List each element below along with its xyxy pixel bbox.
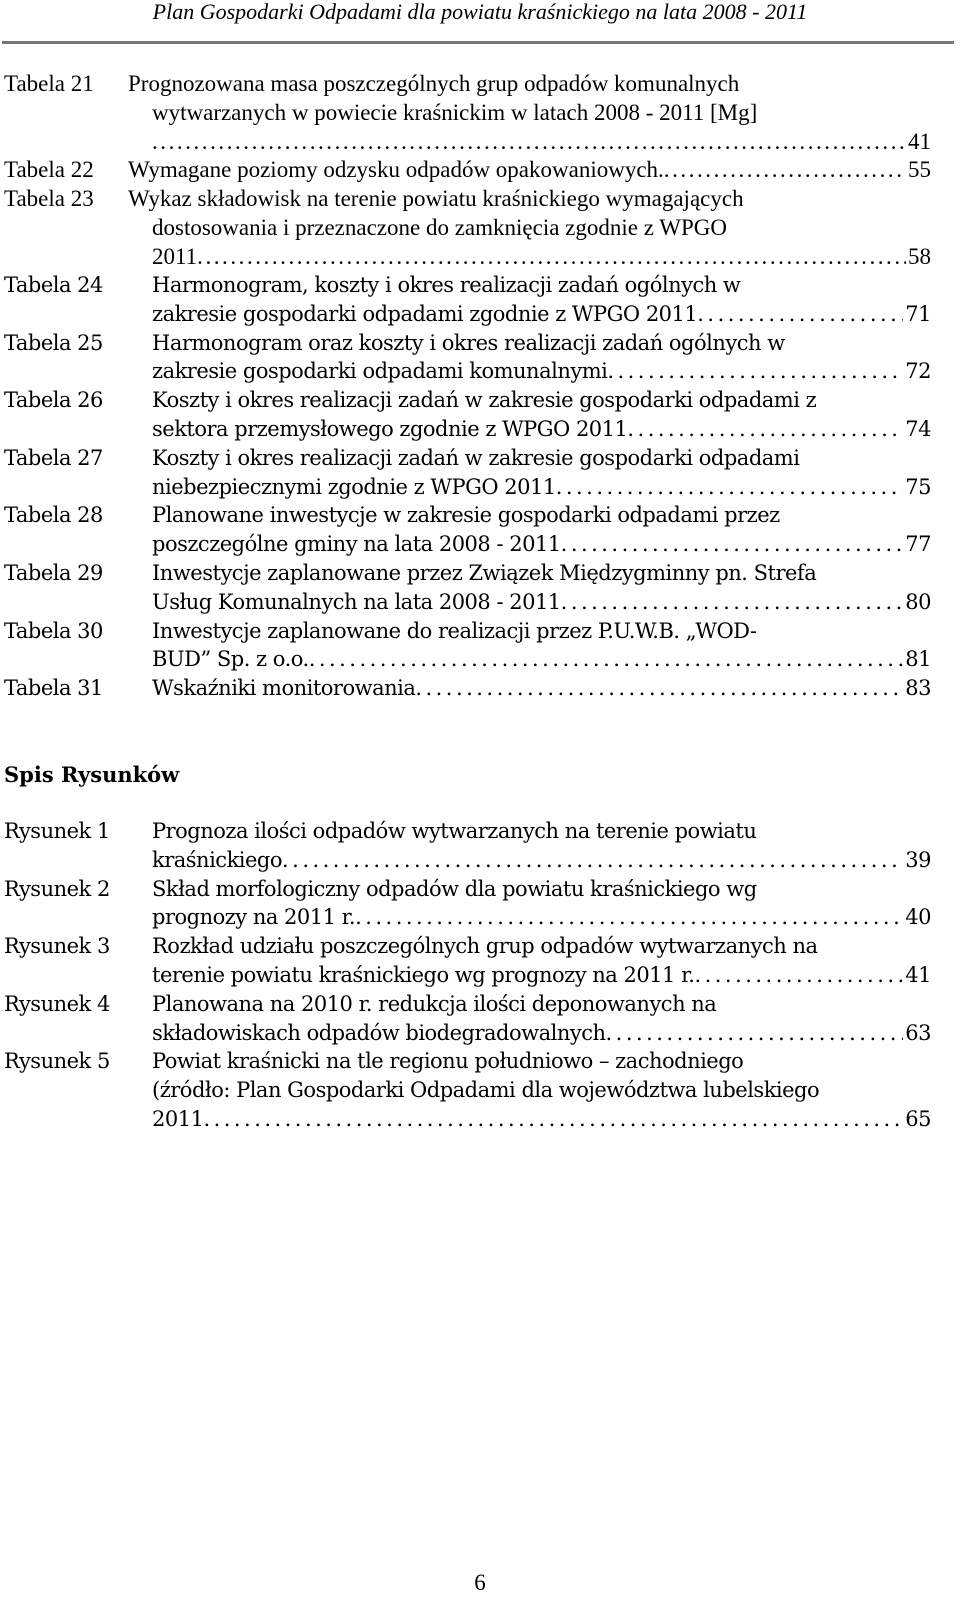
- toc-entry-title: kraśnickiego: [152, 847, 283, 872]
- toc-entry-title: Skład morfologiczny odpadów dla powiatu kraśnickiego wg: [152, 876, 757, 901]
- toc-entry-label: Tabela 27: [4, 445, 103, 470]
- toc-entry-last-line: [152, 903, 931, 932]
- toc-entry-label: Tabela 26: [4, 388, 103, 413]
- toc-entry-title: Harmonogram, koszty i okres realizacji zadań ogólnych w: [152, 273, 741, 297]
- toc-entry-title: sektora przemysłowego zgodnie z WPGO 2011: [152, 416, 628, 441]
- toc-entry-line: [0, 530, 960, 559]
- toc-dot-leader: [282, 846, 903, 875]
- toc-entry-line: [0, 588, 960, 617]
- toc-entry-label: Tabela 23: [4, 186, 94, 212]
- toc-entry-title: prognozy na 2011 r.: [152, 905, 356, 930]
- toc-entry-line: [0, 846, 960, 875]
- toc-entry-label: Tabela 28: [4, 503, 103, 528]
- toc-dot-leader: [607, 357, 903, 386]
- page-header: [0, 0, 960, 44]
- toc-entry[interactable]: [0, 932, 960, 990]
- toc-entry-title: Rozkład udziału poszczególnych grup odpadów wytwarzanych na: [152, 934, 818, 959]
- toc-entry[interactable]: [0, 817, 960, 875]
- toc-dot-leader: [415, 674, 903, 703]
- toc-entry-title: Koszty i okres realizacji zadań w zakresie gospodarki odpadami z: [152, 388, 817, 413]
- toc-entry-page: 71: [905, 301, 931, 326]
- toc-dot-leader: [203, 1105, 903, 1134]
- toc-entry-title: BUD” Sp. z o.o.: [152, 647, 309, 672]
- toc-entry-last-line: [152, 1105, 931, 1134]
- toc-entry-line: [0, 961, 960, 990]
- toc-entry-page: 65: [905, 1106, 931, 1131]
- toc-entry-title: Wskaźniki monitorowania: [152, 676, 416, 701]
- toc-entry-line: [0, 156, 960, 185]
- toc-entry-line: [0, 357, 960, 386]
- toc-dot-leader: [561, 530, 904, 559]
- toc-entry-last-line: [152, 961, 931, 990]
- toc-entry-line: [0, 1105, 960, 1134]
- toc-entry-line: [0, 645, 960, 674]
- toc-entry-title: składowiskach odpadów biodegradowalnych: [152, 1020, 606, 1045]
- toc-entry-line: [0, 415, 960, 444]
- toc-entry[interactable]: [0, 501, 960, 559]
- toc-entry-last-line: [152, 357, 931, 386]
- toc-entry[interactable]: [0, 444, 960, 502]
- toc-entry-title: Powiat kraśnicki na tle regionu południowo – zachodniego: [152, 1049, 744, 1074]
- toc-entry-label: Tabela 25: [4, 330, 103, 355]
- toc-entry-page: 75: [905, 474, 931, 499]
- toc-entry-label: Rysunek 1: [4, 819, 110, 843]
- toc-entry-line: [0, 932, 960, 961]
- toc-entry-page: 72: [905, 359, 931, 384]
- toc-entry-label: Rysunek 3: [4, 934, 110, 959]
- toc-entry-line: [0, 1047, 960, 1076]
- toc-entry-page: 40: [905, 905, 931, 930]
- toc-entry-line: [0, 875, 960, 904]
- toc-entry-label: Tabela 22: [4, 157, 94, 183]
- toc-entry-line: [0, 473, 960, 502]
- toc-entry-title: Inwestycje zaplanowane do realizacji przez P.U.W.B. „WOD-: [152, 618, 757, 643]
- toc-entry-line: [0, 70, 960, 99]
- toc-entry-title: wytwarzanych w powiecie kraśnickim w latach 2008 - 2011 [Mg]: [152, 99, 758, 125]
- toc-dot-leader: [697, 300, 903, 329]
- toc-entry-page: 80: [905, 589, 931, 614]
- toc-entry-line: [0, 903, 960, 932]
- toc-entry-title: 2011: [152, 1106, 204, 1131]
- header-rule: [2, 41, 954, 44]
- toc-entry-page: 41: [905, 962, 931, 987]
- tables-list: [0, 271, 960, 703]
- toc-entry-title: 2011: [152, 243, 198, 269]
- toc-entry[interactable]: [0, 386, 960, 444]
- toc-entry-line: [0, 243, 960, 272]
- figures-list: [0, 817, 960, 1134]
- toc-entry[interactable]: [0, 70, 960, 156]
- toc-entry-line: [0, 617, 960, 646]
- toc-entry-page: 63: [905, 1020, 931, 1045]
- toc-entry-line: [0, 501, 960, 530]
- toc-entry-line: [0, 128, 960, 157]
- toc-entry-last-line: [152, 300, 931, 329]
- header-title: Plan Gospodarki Odpadami dla powiatu kraśnickiego na lata 2008 - 2011: [152, 0, 808, 24]
- toc-entry-line: [0, 271, 960, 300]
- toc-entry-label: Tabela 31: [4, 676, 103, 701]
- toc-entry-label: Rysunek 4: [4, 991, 110, 1016]
- page-number: 6: [474, 1570, 486, 1595]
- toc-entry-title: dostosowania i przeznaczone do zamknięcia zgodnie z WPGO: [152, 214, 727, 240]
- toc-entry-last-line: [152, 846, 931, 875]
- toc-entry-line: [0, 99, 960, 128]
- toc-entry[interactable]: [0, 559, 960, 617]
- toc-entry-last-line: [152, 530, 931, 559]
- toc-entry[interactable]: [0, 329, 960, 387]
- toc-entry[interactable]: [0, 271, 960, 329]
- tables-list-top: [0, 70, 960, 272]
- figures-section-title: Spis Rysunków: [4, 762, 180, 787]
- toc-entry-page: 74: [905, 416, 931, 441]
- toc-entry-line: [0, 1076, 960, 1105]
- toc-entry-last-line: [152, 243, 931, 272]
- toc-entry-title: Planowane inwestycje w zakresie gospodarki odpadami przez: [152, 503, 780, 528]
- toc-entry-title: poszczególne gminy na lata 2008 - 2011: [152, 532, 561, 557]
- toc-entry-line: [0, 185, 960, 214]
- toc-entry-line: [0, 559, 960, 588]
- toc-entry-label: Tabela 29: [4, 560, 103, 585]
- toc-entry-last-line: [152, 645, 931, 674]
- toc-entry-title: Wymagane poziomy odzysku odpadów opakowaniowych.: [128, 157, 664, 183]
- toc-entry-line: [0, 444, 960, 473]
- toc-entry-line: [0, 817, 960, 846]
- toc-entry-label: Tabela 21: [4, 71, 94, 96]
- toc-dot-leader: [664, 156, 906, 185]
- toc-entry-title: zakresie gospodarki odpadami komunalnymi: [152, 359, 608, 384]
- toc-entry[interactable]: [0, 1047, 960, 1133]
- toc-entry[interactable]: [0, 156, 960, 185]
- toc-entry[interactable]: [0, 990, 960, 1048]
- toc-entry-last-line: [152, 674, 931, 703]
- toc-entry-line: [0, 1019, 960, 1048]
- toc-entry-page: 58: [908, 243, 931, 269]
- toc-entry[interactable]: [0, 617, 960, 675]
- toc-entry-last-line: [128, 156, 931, 185]
- toc-entry-page: 83: [905, 676, 931, 701]
- toc-entry-title: zakresie gospodarki odpadami zgodnie z WPGO 2011: [152, 301, 698, 326]
- toc-entry-title: terenie powiatu kraśnickiego wg prognozy na 2011 r.: [152, 962, 695, 987]
- toc-entry-title: Wykaz składowisk na terenie powiatu kraśnickiego wymagających: [128, 186, 744, 212]
- toc-dot-leader: [355, 903, 903, 932]
- toc-entry-title: Inwestycje zaplanowane przez Związek Międzygminny pn. Strefa: [152, 560, 817, 585]
- toc-entry-last-line: [152, 128, 931, 157]
- toc-entry[interactable]: [0, 185, 960, 271]
- toc-entry-line: [0, 329, 960, 358]
- toc-entry-title: Usług Komunalnych na lata 2008 - 2011: [152, 589, 561, 614]
- toc-entry-last-line: [152, 1019, 931, 1048]
- toc-dot-leader: [556, 473, 904, 502]
- toc-entry-page: 55: [908, 157, 931, 183]
- toc-dot-leader: [627, 415, 903, 444]
- toc-entry-title: Planowana na 2010 r. redukcja ilości deponowanych na: [152, 991, 717, 1016]
- toc-entry-label: Tabela 24: [4, 273, 103, 297]
- toc-entry-title: Harmonogram oraz koszty i okres realizacji zadań ogólnych w: [152, 330, 785, 355]
- toc-entry-page: 41: [908, 128, 931, 154]
- toc-dot-leader: [606, 1019, 904, 1048]
- toc-entry-page: 39: [905, 847, 931, 872]
- toc-entry-title: Prognozowana masa poszczególnych grup odpadów komunalnych: [128, 71, 740, 96]
- toc-dot-leader: [309, 645, 904, 674]
- toc-entry-label: Rysunek 2: [4, 876, 110, 901]
- toc-dot-leader: [197, 243, 906, 272]
- toc-dot-leader: [561, 588, 904, 617]
- toc-entry-title: Prognoza ilości odpadów wytwarzanych na terenie powiatu: [152, 819, 757, 843]
- toc-entry-line: [0, 214, 960, 243]
- toc-entry-line: [0, 674, 960, 703]
- toc-entry-page: 81: [905, 647, 931, 672]
- toc-entry-label: Rysunek 5: [4, 1049, 110, 1074]
- toc-entry-last-line: [152, 588, 931, 617]
- toc-entry[interactable]: [0, 875, 960, 933]
- toc-entry-last-line: [152, 473, 931, 502]
- toc-dot-leader: [152, 128, 906, 157]
- toc-entry-last-line: [152, 415, 931, 444]
- toc-entry-title: (źródło: Plan Gospodarki Odpadami dla województwa lubelskiego: [152, 1078, 820, 1103]
- toc-entry-title: Koszty i okres realizacji zadań w zakresie gospodarki odpadami: [152, 445, 800, 470]
- toc-entry-label: Tabela 30: [4, 618, 103, 643]
- toc-entry-page: 77: [905, 532, 931, 557]
- toc-entry-title: niebezpiecznymi zgodnie z WPGO 2011: [152, 474, 556, 499]
- toc-entry-line: [0, 386, 960, 415]
- toc-entry-line: [0, 990, 960, 1019]
- toc-entry-line: [0, 300, 960, 329]
- toc-dot-leader: [694, 961, 903, 990]
- toc-entry[interactable]: [0, 674, 960, 703]
